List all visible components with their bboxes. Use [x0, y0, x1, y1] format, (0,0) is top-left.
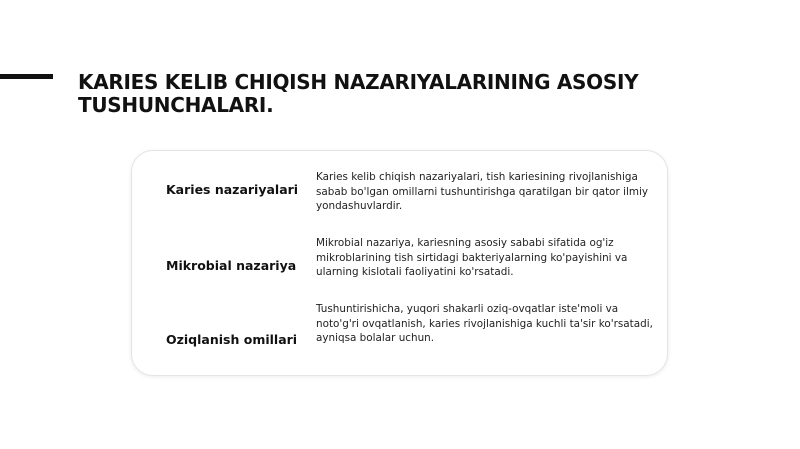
slide-title: KARIES KELIB CHIQISH NAZARIYALARINING ASOSIY TUSHUNCHALARI.	[78, 70, 639, 117]
title-accent-bar	[0, 74, 53, 79]
term-mikrobial-nazariya: Mikrobial nazariya	[166, 258, 297, 273]
term-karies-nazariyalari: Karies nazariyalari	[166, 182, 299, 197]
term-oziqlanish-omillari: Oziqlanish omillari	[166, 332, 298, 347]
description-oziqlanish-omillari: Tushuntirishicha, yuqori shakarli oziq-ovqatlar iste'moli va noto'g'ri ovqatlanish, karies rivojlanishiga kuchli ta'sir ko'rsatadi, ayniqsa bolalar uchun.	[316, 303, 653, 344]
description-mikrobial-nazariya: Mikrobial nazariya, kariesning asosiy sababi sifatida og'iz mikroblarining tish sirtidagi bakteriyalarning ko'payishini va ularning kislotali faoliyatini ko'rsatadi.	[316, 237, 628, 278]
description-karies-nazariyalari: Karies kelib chiqish nazariyalari, tish kariesining rivojlanishiga sabab bo'lgan omillarni tushuntirishga qaratilgan bir qator ilmiy yondashuvlardir.	[316, 171, 649, 212]
